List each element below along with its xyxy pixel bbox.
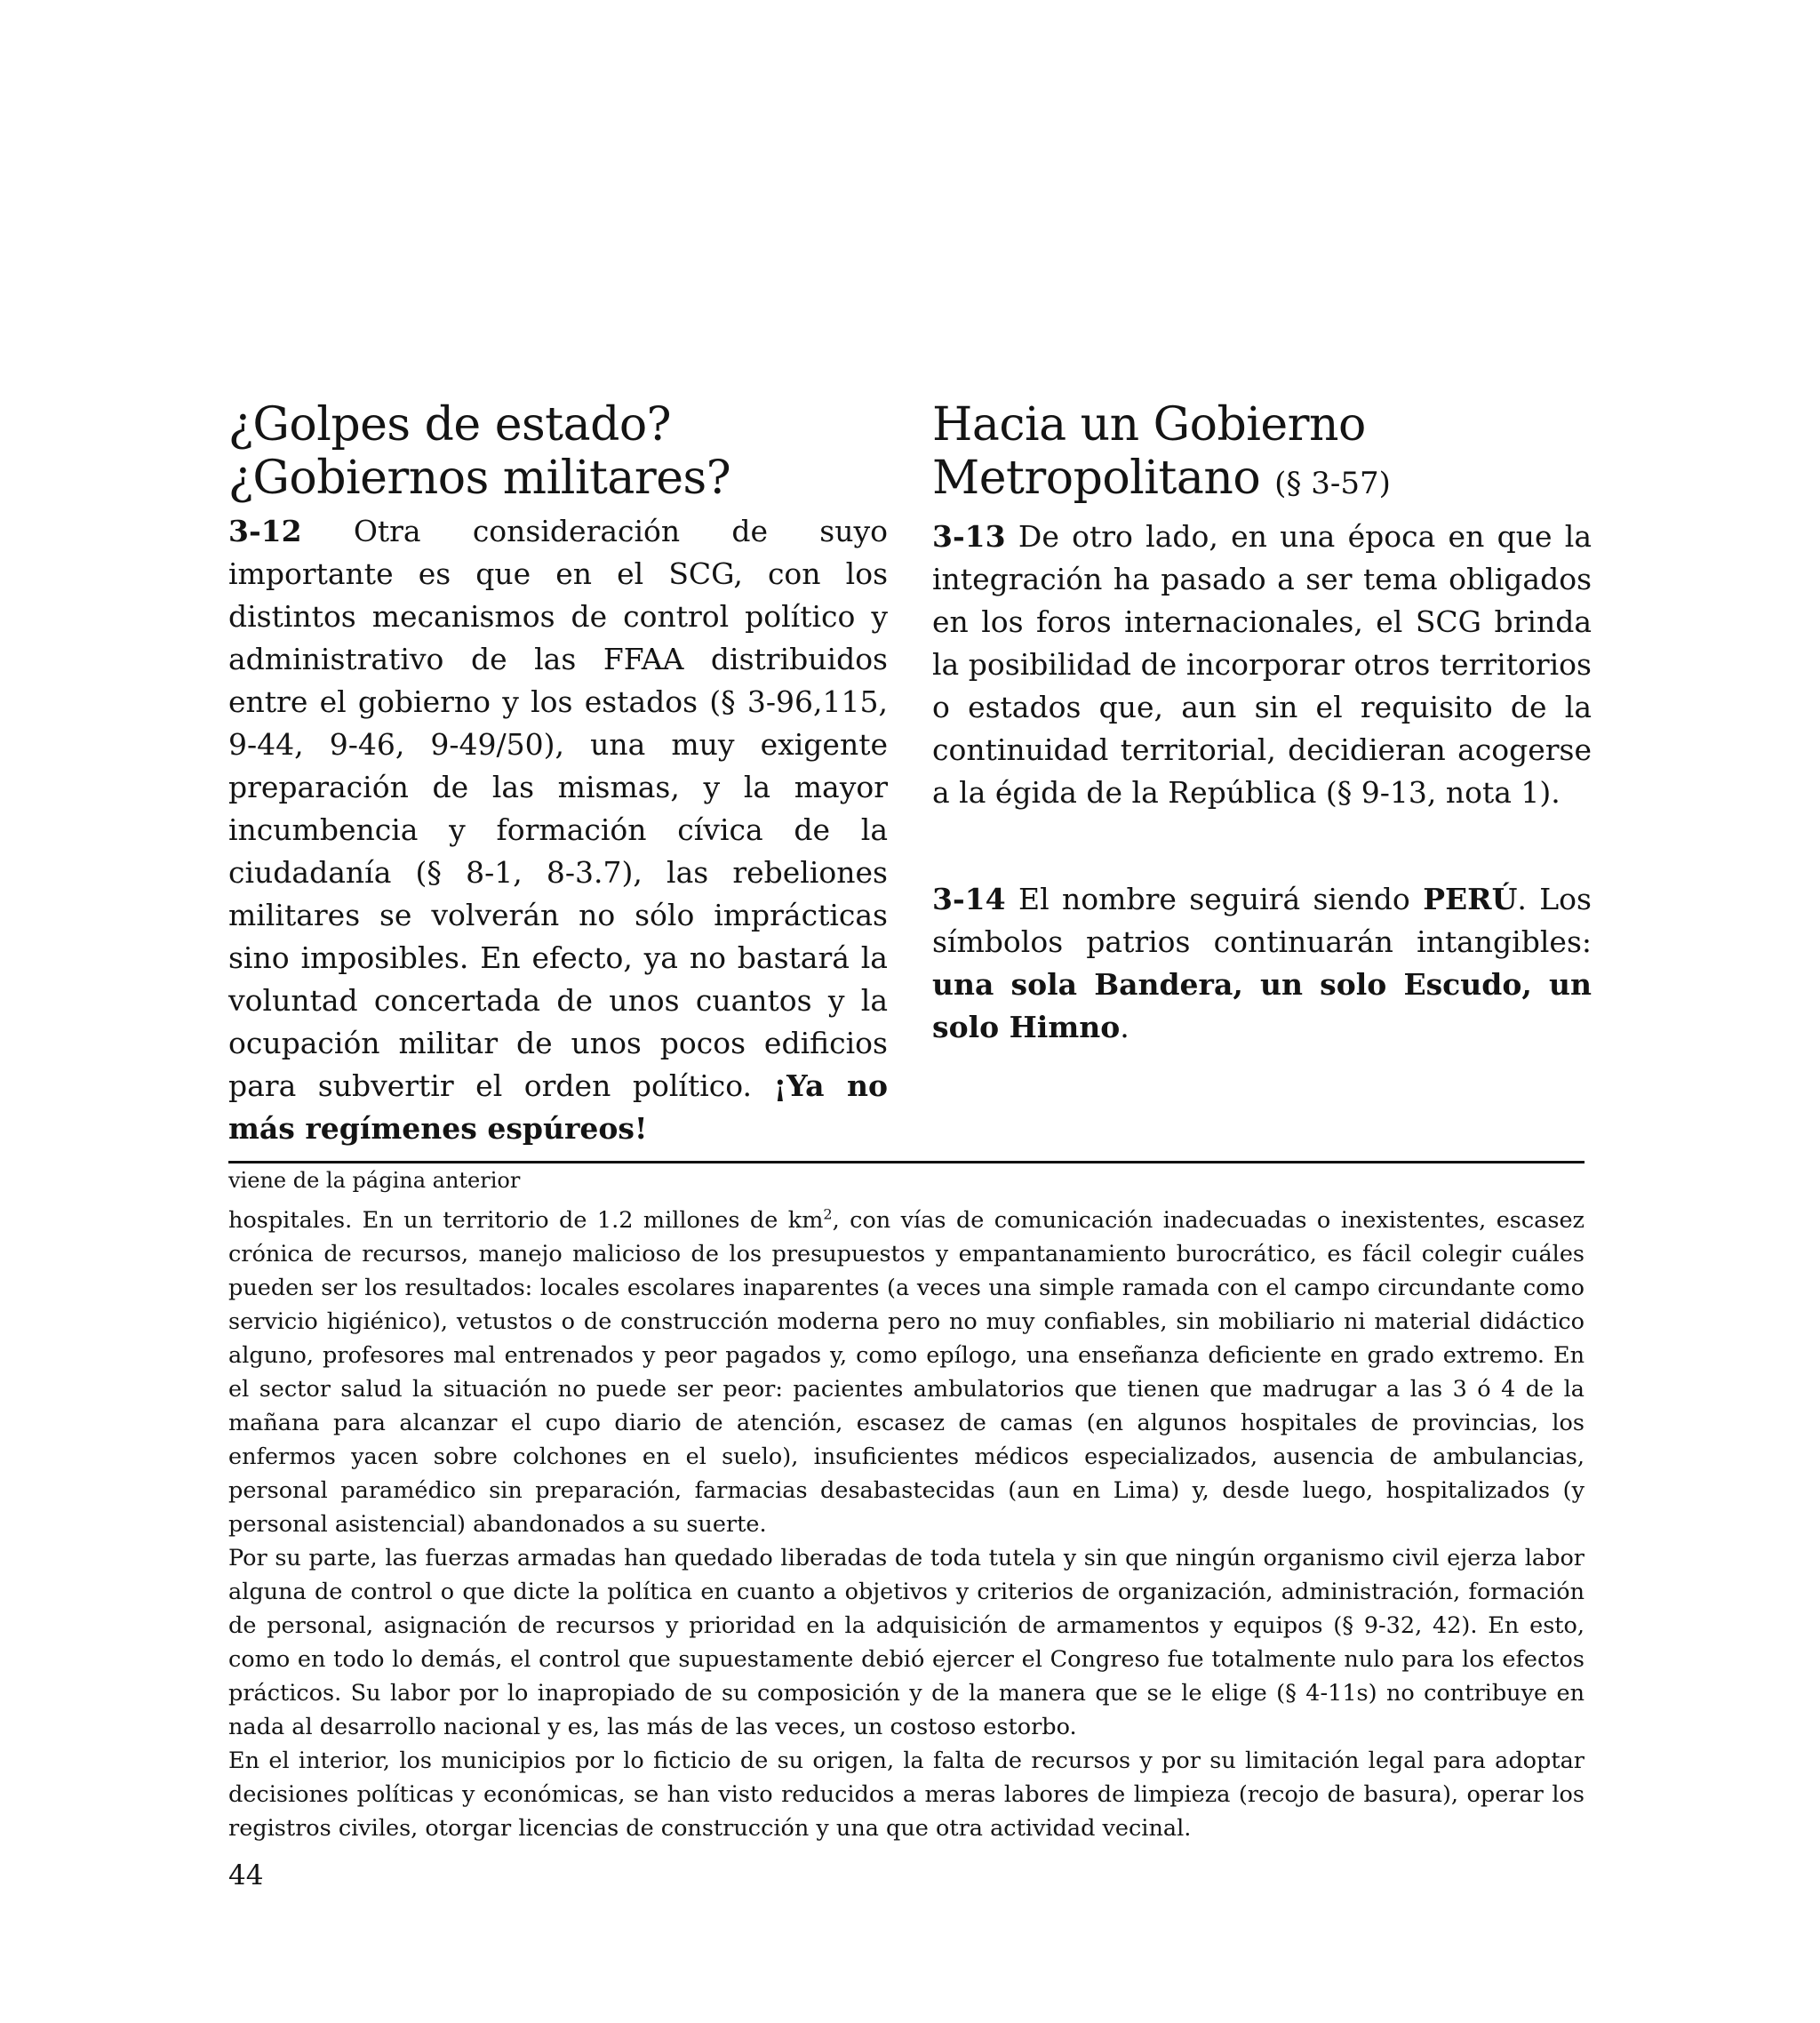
title-line-2: ¿Gobiernos militares? [228,452,731,505]
title-line-1: ¿Golpes de estado? [228,398,672,452]
paragraph-end: . [1120,1010,1130,1044]
left-column [228,398,888,1150]
paragraph-emphasis: ¡Ya no más regímenes espúreos! [228,1068,888,1146]
footnote-divider [228,1161,1585,1163]
right-column [932,398,1592,1049]
footnote-paragraph-2: Por su parte, las fuerzas armadas han quedado liberadas de toda tutela y sin que ningún organismo civil ejerza labor alguna de control o que dicte la política en cuanto a objetivos y criterios de organización, administración, formación de personal, asignación de recursos y prioridad en la adquisición de armamentos y equipos (§ 9-32, 42). En esto, como en todo lo demás, el control que supuestamente debió ejercer el Congreso fue totalmente nulo para los efectos prácticos. Su labor por lo inapropiado de su composición y de la manera que se le elige (§ 4-11s) no contribuye en nada al desarrollo nacional y es, las más de las veces, un costoso estorbo. [228,1545,1585,1740]
section-title-golpes [228,398,888,505]
paragraph-number: 3-14 [932,882,1006,916]
country-name: PERÚ [1423,882,1518,916]
paragraph-body: Otra consideración de suyo importante es que en el SCG, con los distintos mecanismos de control político y administrativo de las FFAA distribuidos entre el gobierno y los estados (§ 3-96,115, 9-44, 9-46, 9-49/50), una muy exigente preparación de las mismas, y la mayor incumbencia y formación cívica de la ciudadanía (§ 8-1, 8-3.7), las rebeliones militares se volverán no sólo imprácticas sino imposibles. En efecto, ya no bastará la voluntad concertada de unos cuantos y la ocupación militar de unos pocos edificios para subvertir el orden político. [228,514,888,1103]
footnote-text [228,1203,1585,1845]
section-title-gobierno-metropolitano [932,398,1592,510]
footnote-paragraph-1 [228,1203,1585,1541]
paragraph-3-14 [932,878,1592,1049]
footnote-continuation-label: viene de la página anterior [228,1168,521,1193]
superscript: 2 [823,1205,833,1223]
paragraph-number: 3-12 [228,514,302,548]
paragraph-number: 3-13 [932,519,1006,554]
footnote-text-start: hospitales. En un territorio de 1.2 millones de km [228,1207,824,1234]
footnote-paragraph-3: En el interior, los municipios por lo ficticio de su origen, la falta de recursos y por su limitación legal para adoptar decisiones políticas y económicas, se han visto reducidos a meras labores de limpieza (recojo de basura), operar los registros civiles, otorgar licencias de construcción y una que otra actividad vecinal. [228,1747,1585,1842]
paragraph-body-a: El nombre seguirá siendo [1018,882,1410,916]
paragraph-body-b: . Los símbolos patrios continuarán intangibles: [932,882,1592,959]
section-reference: (§ 3-57) [1274,466,1391,501]
footnote-text-rest: , con vías de comunicación inadecuadas o inexistentes, escasez crónica de recursos, manejo malicioso de los presupuestos y empantanamiento burocrático, es fácil colegir cuáles pueden ser los resultados: locales escolares inaparentes (a veces una simple ramada con el campo circundante como servicio higiénico), vetustos o de construcción moderna pero no muy confiables, sin mobiliario ni material didáctico alguno, profesores mal entrenados y peor pagados y, como epílogo, una enseñanza deficiente en grado extremo. En el sector salud la situación no puede ser peor: pacientes ambulatorios que tienen que madrugar a las 3 ó 4 de la mañana para alcanzar el cupo diario de atención, escasez de camas (en algunos hospitales de provincias, los enfermos yacen sobre colchones en el suelo), insuficientes médicos especializados, ausencia de ambulancias, personal paramédico sin preparación, farmacias desabastecidas (aun en Lima) y, desde luego, hospitalizados (y personal asistencial) abandonados a su suerte. [228,1207,1585,1538]
title-line-2: Metropolitano [932,452,1261,505]
paragraph-3-12 [228,510,888,1150]
page-number: 44 [228,1859,264,1891]
title-line-1: Hacia un Gobierno [932,398,1366,452]
paragraph-3-13 [932,516,1592,814]
paragraph-gap [932,814,1592,878]
paragraph-emphasis: una sola Bandera, un solo Escudo, un solo Himno [932,967,1592,1044]
paragraph-body: De otro lado, en una época en que la integración ha pasado a ser tema obligados en los foros internacionales, el SCG brinda la posibilidad de incorporar otros territorios o estados que, aun sin el requisito de la continuidad territorial, decidieran acogerse a la égida de la República (§ 9-13, nota 1). [932,519,1592,810]
